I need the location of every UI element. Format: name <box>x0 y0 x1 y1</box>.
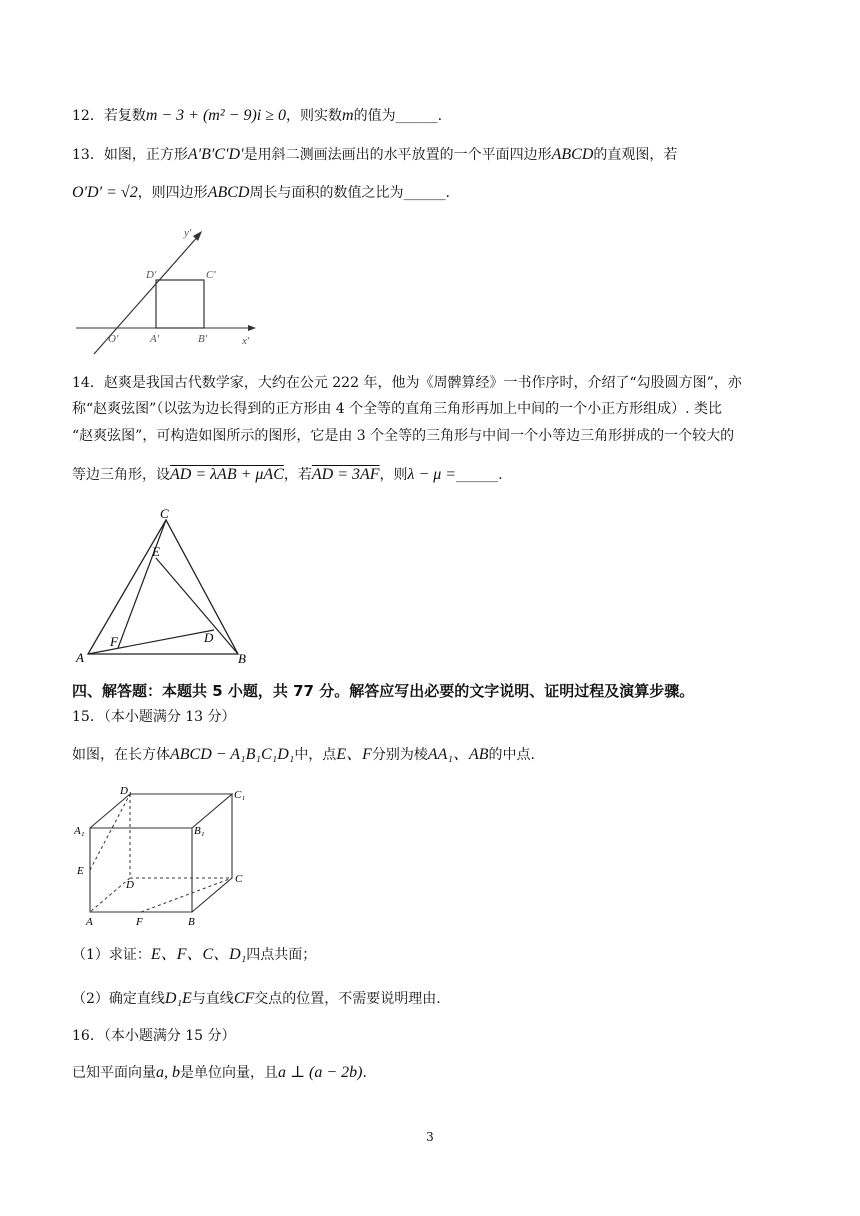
label-d: D <box>126 879 134 891</box>
segment-b-e <box>156 558 238 654</box>
q13-text: 如图，正方形 <box>103 147 188 163</box>
q16-text: 是单位向量，且 <box>180 1065 278 1081</box>
q14-text: ______. <box>456 467 503 483</box>
q16-number: 16． <box>72 1028 104 1044</box>
q14-text: 赵爽是我国古代数学家，大约在公元 222 年，他为《周髀算经》一书作序时，介绍了“勾股圆方图”，亦 <box>103 375 742 391</box>
q14-figure <box>72 506 252 666</box>
q13-quad: ABCD <box>207 184 250 201</box>
question-16-header <box>72 1025 800 1047</box>
q14-vector-equation: AD = λAB + μAC <box>170 466 284 483</box>
hidden-edge-fc <box>141 878 232 912</box>
label-b: B <box>238 651 246 666</box>
q12-number: 12． <box>72 108 104 124</box>
q14-text: ，若 <box>283 467 312 483</box>
q15-text: 分别为棱 <box>371 747 428 763</box>
q15-part2-text: 交点的位置，不需要说明理由. <box>254 991 441 1007</box>
q14-text: 称“赵爽弦图”（以弦为边长得到的正方形由 4 个全等的直角三角形再加上中间的一个小正方形组成）. 类比 <box>72 401 723 417</box>
question-15-part-1 <box>72 944 800 966</box>
label-a: A <box>86 916 93 928</box>
q15-line-d1e: D₁E <box>164 990 192 1007</box>
label-b1: B₁ <box>194 825 205 837</box>
q12-expression: m − 3 + (m² − 9)i ≥ 0 <box>145 107 287 124</box>
top-face <box>90 794 232 828</box>
label-c: C <box>235 873 243 885</box>
q13-quad: ABCD <box>551 146 594 163</box>
q12-text-pre: 若复数 <box>103 108 146 124</box>
q14-text: 等边三角形，设 <box>72 467 170 483</box>
q15-part1-text: 四点共面； <box>246 947 317 963</box>
label-e: E <box>77 865 84 877</box>
q14-text: ，则 <box>379 467 408 483</box>
question-14-line-2 <box>72 398 800 420</box>
label-c1: C₁ <box>234 789 246 801</box>
q16-text: . <box>362 1065 367 1081</box>
q13-figure <box>74 222 260 360</box>
q15-text: 中，点 <box>294 747 337 763</box>
question-13-line-2 <box>72 182 800 204</box>
q15-solid: ABCD − A₁B₁C₁D₁ <box>170 746 295 763</box>
question-12 <box>72 105 800 127</box>
q14-ratio-condition: AD = 3AF <box>311 466 380 483</box>
label-d: D <box>204 630 214 645</box>
q16-condition: a ⊥ (a − 2b) <box>278 1064 363 1081</box>
q15-text: 的中点. <box>488 747 535 763</box>
question-16-stem <box>72 1062 800 1084</box>
q14-number: 14． <box>72 375 104 391</box>
q13-text: 是用斜二测画法画出的水平放置的一个平面四边形 <box>243 147 552 163</box>
label-o-prime: O′ <box>108 333 119 345</box>
label-b: B <box>188 916 195 928</box>
question-14-line-3 <box>72 425 800 447</box>
question-14-line-4 <box>72 464 800 486</box>
q13-text: 的直观图，若 <box>593 147 678 163</box>
q15-number: 15． <box>72 709 104 725</box>
label-a: A <box>76 650 84 665</box>
q16-score: （本小题满分 15 分） <box>103 1028 236 1044</box>
label-f: F <box>110 634 118 649</box>
q14-text: “赵爽弦图”，可构造如图所示的图形，它是由 3 个全等的三角形与中间一个小等边三角形拼成的一个较大的 <box>72 428 735 444</box>
label-a1: A₁ <box>74 825 85 837</box>
q12-text-post: 的值为______. <box>353 108 443 124</box>
q15-part1-points: E、F、C、D₁ <box>150 946 247 963</box>
q14-target: λ − μ = <box>407 466 457 483</box>
question-13-line-1 <box>72 144 800 166</box>
hidden-edge-ad <box>90 878 130 912</box>
question-14-line-1 <box>72 372 800 394</box>
q16-text: 已知平面向量 <box>72 1065 156 1081</box>
q15-line-cf: CF <box>233 990 255 1007</box>
q15-part2-label: （2）确定直线 <box>72 991 165 1007</box>
q15-part1-label: （1）求证： <box>72 947 151 963</box>
q13-text: 周长与面积的数值之比为______. <box>249 185 450 201</box>
q16-vectors: a, b <box>156 1064 180 1081</box>
q12-text-mid: ，则实数 <box>286 108 343 124</box>
q15-figure <box>72 784 258 930</box>
q13-condition: O′D′ = √2 <box>72 184 138 201</box>
q12-variable: m <box>342 107 354 124</box>
hidden-edge-ed1 <box>90 794 130 870</box>
square-abcd-prime <box>156 280 204 328</box>
label-d1: D₁ <box>120 785 132 797</box>
question-15-part-2 <box>72 988 800 1010</box>
question-15-header <box>72 706 800 728</box>
label-x-prime: x′ <box>242 335 250 347</box>
q15-edges: AA₁、AB <box>427 746 489 763</box>
segment-a-d <box>88 630 214 654</box>
segment-c-f <box>118 520 166 648</box>
q15-part2-text: 与直线 <box>191 991 234 1007</box>
label-c: C <box>160 506 169 521</box>
q15-score: （本小题满分 13 分） <box>103 709 236 725</box>
label-f: F <box>136 916 143 928</box>
q15-points: E、F <box>336 746 372 763</box>
label-d-prime: D′ <box>146 269 157 281</box>
label-e: E <box>152 544 160 559</box>
question-15-stem <box>72 744 800 766</box>
section-4-heading: 四、解答题：本题共 5 小题，共 77 分。解答应写出必要的文字说明、证明过程及演算步骤。 <box>72 682 695 700</box>
label-y-prime: y′ <box>184 227 192 239</box>
q13-number: 13． <box>72 147 104 163</box>
q13-square: A′B′C′D′ <box>187 146 244 163</box>
label-a-prime: A′ <box>150 333 160 345</box>
page-number: 3 <box>426 1130 434 1144</box>
x-axis-arrow <box>248 325 256 331</box>
q13-text: ，则四边形 <box>137 185 208 201</box>
label-c-prime: C′ <box>206 269 216 281</box>
q15-text: 如图，在长方体 <box>72 747 170 763</box>
label-b-prime: B′ <box>198 333 208 345</box>
